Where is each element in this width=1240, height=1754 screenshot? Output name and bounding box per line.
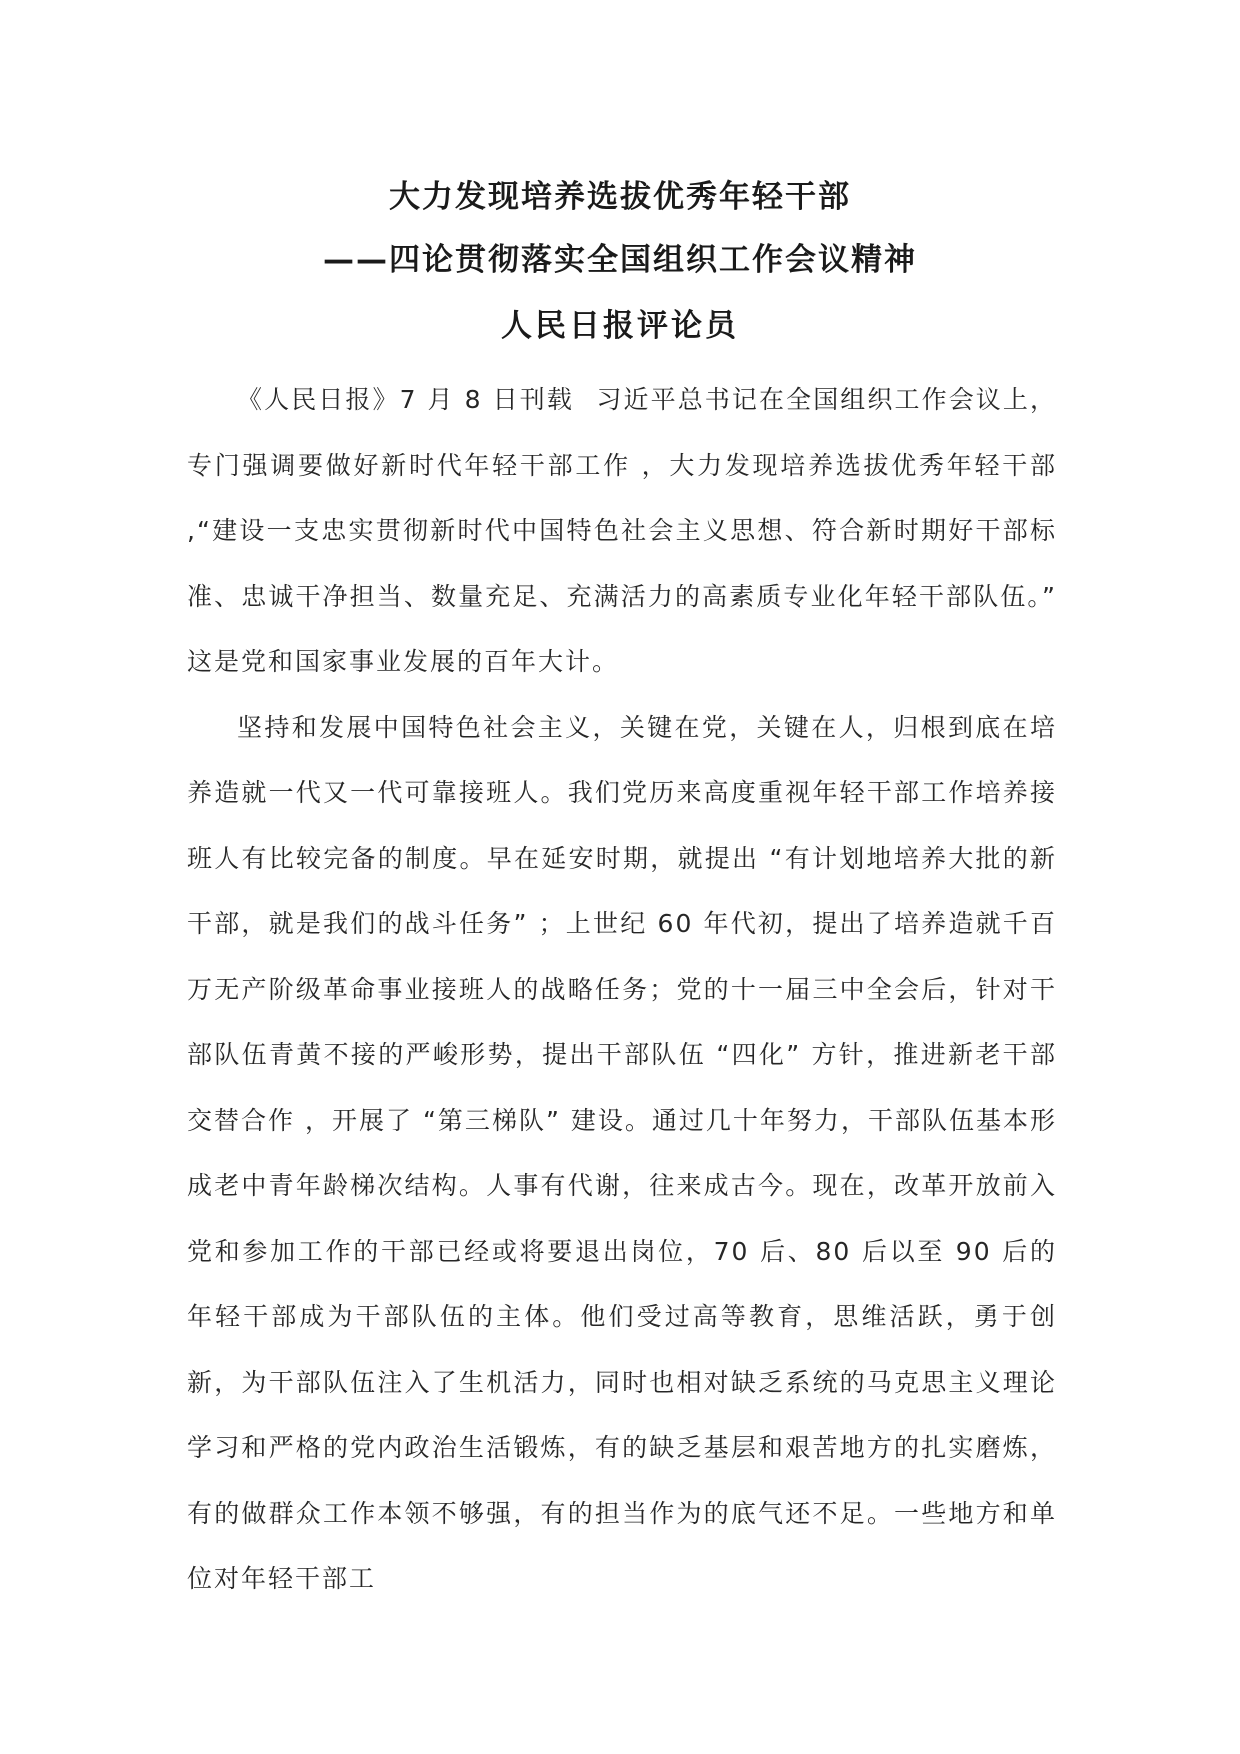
body-paragraph bbox=[187, 367, 1057, 695]
paragraph-text: 坚持和发展中国特色社会主义，关键在党，关键在人，归根到底在培养造就一代又一代可靠接班人。我们党历来高度重视年轻干部工作培养接班人有比较完备的制度。早在延安时期，就提出 “有计划地培养大批的新干部，就是我们的战斗任务” ；上世纪 60 年代初，提出了培养造就千百万无产阶级革命事业接班人的战略任务；党的十一届三中全会后，针对干部队伍青黄不接的严峻形势，提出干部队伍 “四化” 方针，推进新老干部交替合作 ，开展了 “第三梯队” 建设。通过几十年努力，干部队伍基本形成老中青年龄梯次结构。人事有代谢，往来成古今。现在，改革开放前入党和参加工作的干部已经或将要退出岗位，70 后、80 后以至 90 后的年轻干部成为干部队伍的主体。他们受过高等教育，思维活跃，勇于创新，为干部队伍注入了生机活力，同时也相对缺乏系统的马克思主义理论学习和严格的党内政治生活锻炼，有的缺乏基层和艰苦地方的扎实磨炼，有的做群众工作本领不够强，有的担当作为的底气还不足。一些地方和单位对年轻干部工 bbox=[187, 712, 1057, 1593]
article-title: 大力发现培养选拔优秀年轻干部 bbox=[389, 179, 851, 215]
article-body bbox=[187, 367, 1057, 1612]
paragraph-source-note: 《人民日报》7 月 8 日刊载 bbox=[237, 385, 574, 414]
body-paragraph bbox=[187, 695, 1057, 1612]
article-subtitle: ——四论贯彻落实全国组织工作会议精神 bbox=[323, 242, 917, 278]
article-byline: 人民日报评论员 bbox=[501, 308, 739, 344]
paragraph-text: 习近平总书记在全国组织工作会议上，专门强调要做好新时代年轻干部工作 ，大力发现培养选拔优秀年轻干部 ,“建设一支忠实贯彻新时代中国特色社会主义思想、符合新时期好干部标准、忠诚干净担当、数量充足、充满活力的高素质专业化年轻干部队伍。” 这是党和国家事业发展的百年大计。 bbox=[187, 385, 1057, 676]
